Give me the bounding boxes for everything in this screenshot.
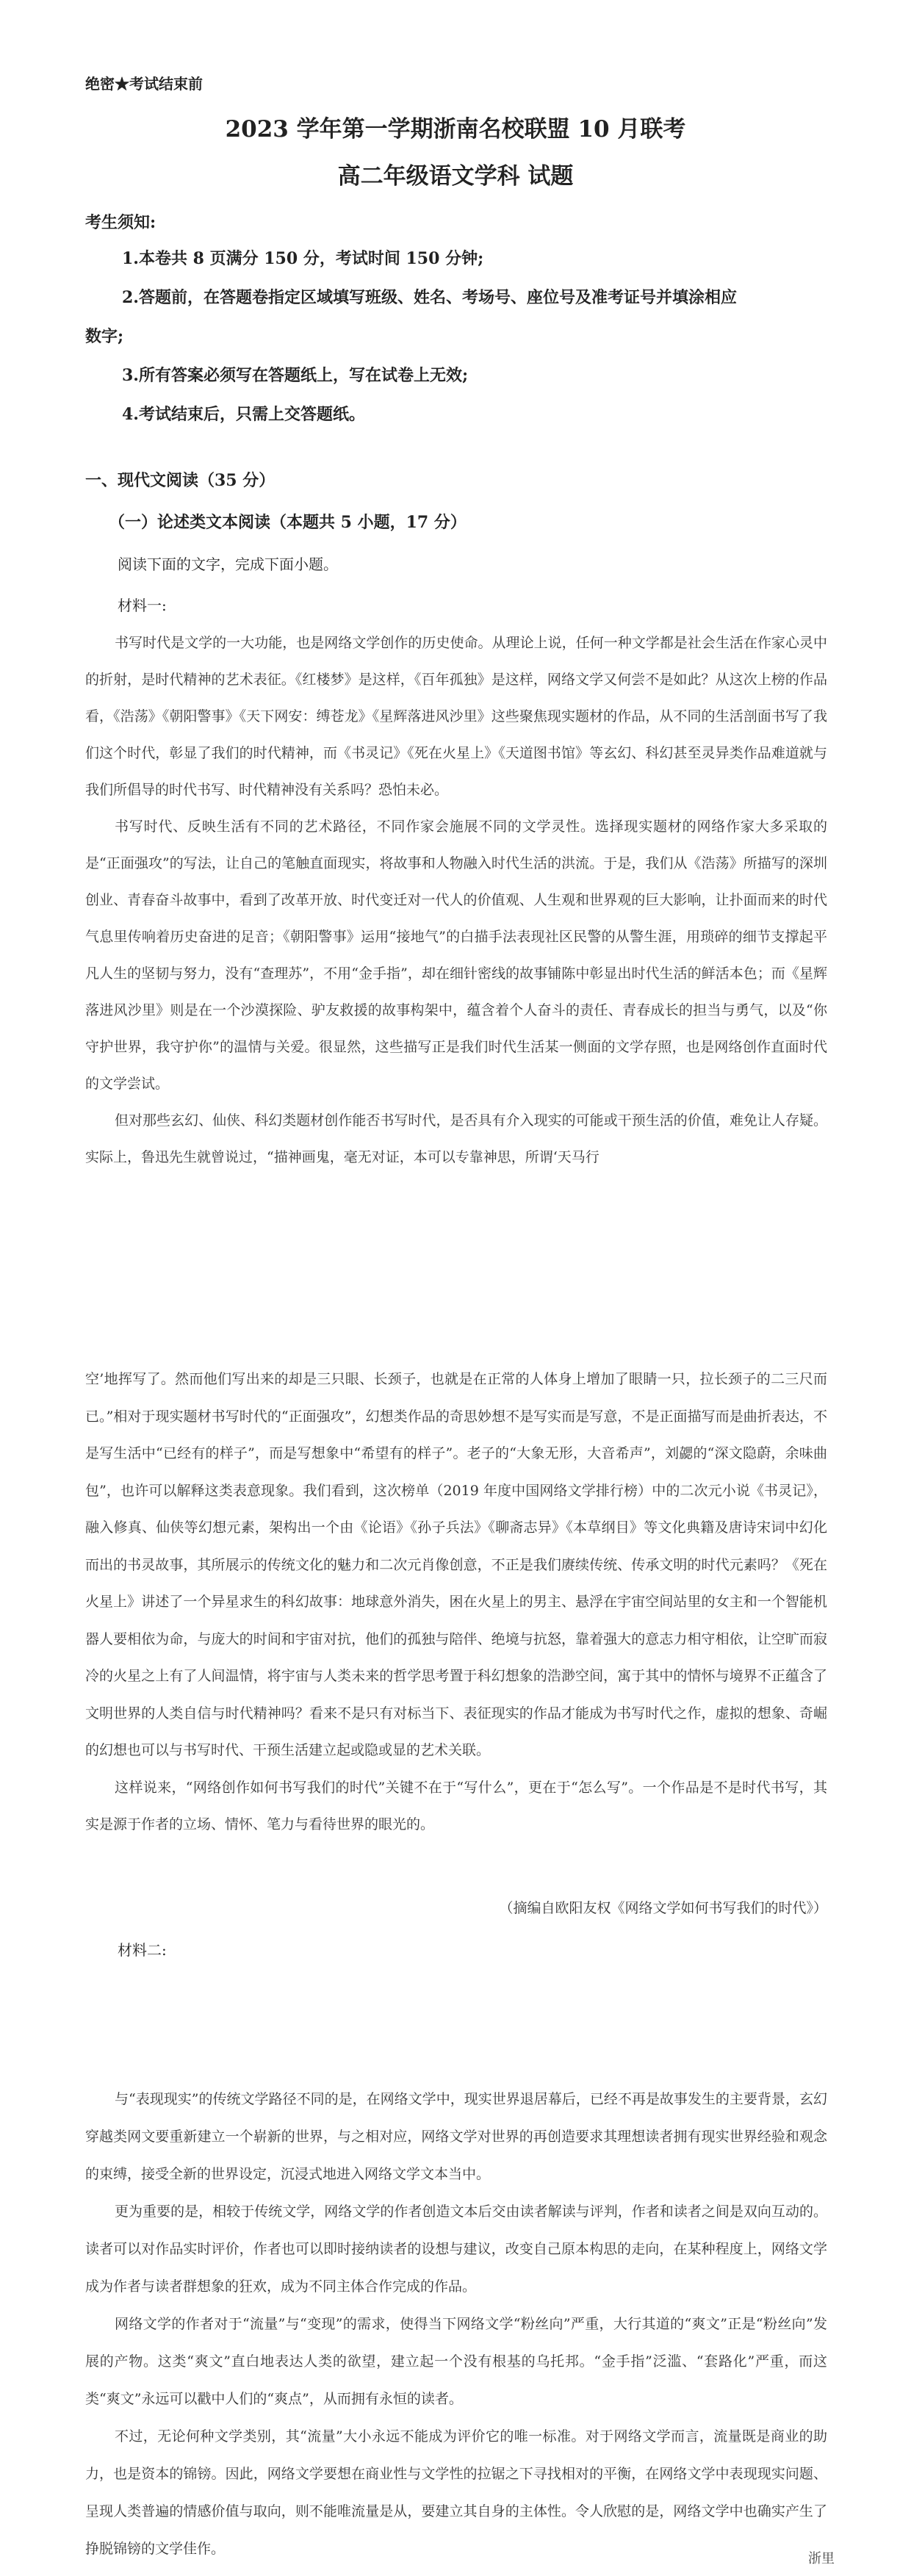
notice-item-4: 4.考试结束后，只需上交答题纸。: [122, 405, 365, 424]
paragraph: 这样说来，“网络创作如何书写我们的时代”关键不在于“写什么”，更在于“怎么写”。一个作品是不是时代书写，其实是源于作者的立场、情怀、笔力与看待世界的眼光的。: [85, 1779, 827, 1832]
paragraph: 更为重要的是，相较于传统文学，网络文学的作者创造文本后交由读者解读与评判，作者和读者之间是双向互动的。读者可以对作品实时评价，作者也可以即时接纳读者的设想与建议，改变自己原本构思的走向，在某种程度上，网络文学成为作者与读者群想象的狂欢，成为不同主体合作完成的作品。: [85, 2203, 827, 2295]
paragraph: 不过，无论何种文学类别，其“流量”大小永远不能成为评价它的唯一标准。对于网络文学而言，流量既是商业的助力，也是资本的锦镑。因此，网络文学要想在商业性与文学性的拉锯之下寻找相对的平衡，在网络文学中表现现实问题、呈现人类普遍的情感价值与取向，则不能唯流量是从，要建立其自身的主体性。令人欣慰的是，网络文学中也确实产生了挣脱锦镑的文学佳作。: [85, 2428, 827, 2557]
notice-item-1: 1.本卷共 8 页满分 150 分，考试时间 150 分钟;: [122, 249, 484, 268]
notice-title: 考生须知:: [85, 213, 156, 232]
source-citation: （摘编自欧阳友权《网络文学如何书写我们的时代》）: [499, 1900, 827, 1916]
paragraph: 与“表现现实”的传统文学路径不同的是，在网络文学中，现实世界退居幕后，已经不再是故事发生的主要背景，玄幻穿越类网文要重新建立一个崭新的世界，与之相对应，网络文学对世界的再创造要求其理想读者拥有现实世界经验和观念的束缚，接受全新的世界设定，沉浸式地进入网络文学文本当中。: [85, 2091, 827, 2182]
footer-label: 浙里: [808, 2551, 835, 2566]
notice-item-2: 2.答题前，在答题卷指定区域填写班级、姓名、考场号、座位号及准考证号并填涂相应: [122, 288, 737, 307]
confidential-mark: 绝密★考试结束前: [85, 75, 203, 93]
section-heading: 一、现代文阅读（35 分）: [85, 471, 276, 490]
paragraph: 网络文学的作者对于“流量”与“变现”的需求，使得当下网络文学“粉丝向”严重，大行其道的“爽文”正是“粉丝向”发展的产物。这类“爽文”直白地表达人类的欲望，建立起一个没有根基的乌托邦。“金手指”泛滥、“套路化”严重，而这类“爽文”永远可以戳中人们的“爽点”，从而拥有永恒的读者。: [85, 2316, 827, 2407]
reading-instruction: 阅读下面的文字，完成下面小题。: [118, 555, 338, 573]
material-2-label: 材料二:: [118, 1941, 167, 1959]
paragraph: 空’地挥写了。然而他们写出来的却是三只眼、长颈子，也就是在正常的人体身上增加了眼睛一只，拉长颈子的二三尺而已。”相对于现实题材书写时代的“正面强攻”，幻想类作品的奇思妙想不是写实而是写意，不是正面描写而是曲折表达，不是写生活中“已经有的样子”，而是写想象中“希望有的样子”。老子的“大象无形，大音希声”，刘勰的“深文隐蔚，余味曲包”，也许可以解释这类表意现象。我们看到，这次榜单（2019 年度中国网络文学排行榜）中的二次元小说《书灵记》，融入修真、仙侠等幻想元素，架构出一个由《论语》《孙子兵法》《聊斋志异》《本草纲目》等文化典籍及唐诗宋词中幻化而出的书灵故事，其所展示的传统文化的魅力和二次元肖像创意，不正是我们赓续传统、传承文明的时代元素吗？《死在火星上》讲述了一个异星求生的科幻故事：地球意外消失，困在火星上的男主、悬浮在宇宙空间站里的女主和一个智能机器人要相依为命，与庞大的时间和宇宙对抗，他们的孤独与陪伴、绝境与抗怒，靠着强大的意志力相守相依，让空旷而寂冷的火星之上有了人间温情，将宇宙与人类未来的哲学思考置于科幻想象的浩渺空间，寓于其中的情怀与境界不正蕴含了文明世界的人类自信与时代精神吗？看来不是只有对标当下、表征现实的作品才能成为书写时代之作，虚拟的想象、奇崛的幻想也可以与书写时代、干预生活建立起或隐或显的艺术关联。: [85, 1371, 827, 1758]
candidate-notice: [85, 206, 827, 434]
material-1-text-part2: [85, 1361, 827, 1843]
material-1-text-part1: [85, 625, 827, 1176]
paragraph: 书写时代是文学的一大功能，也是网络文学创作的历史使命。从理论上说，任何一种文学都是社会生活在作家心灵中的折射，是时代精神的艺术表征。《红楼梦》是这样，《百年孤独》是这样，网络文学又何尝不是如此？从这次上榜的作品看，《浩荡》《朝阳警事》《天下网安：缚苍龙》《星辉落进风沙里》这些聚焦现实题材的作品，从不同的生活剖面书写了我们这个时代，彰显了我们的时代精神，而《书灵记》《死在火星上》《天道图书馆》等玄幻、科幻甚至灵异类作品难道就与我们所倡导的时代书写、时代精神没有关系吗？恐怕未必。: [85, 635, 827, 798]
exam-title: 2023 学年第一学期浙南名校联盟 10 月联考: [225, 116, 686, 143]
paragraph: 书写时代、反映生活有不同的艺术路径，不同作家会施展不同的文学灵性。选择现实题材的网络作家大多采取的是“正面强攻”的写法，让自己的笔触直面现实，将故事和人物融入时代生活的洪流。于是，我们从《浩荡》所描写的深圳创业、青春奋斗故事中，看到了改革开放、时代变迁对一代人的价值观、人生观和世界观的巨大影响，让扑面而来的时代气息里传响着历史奋进的足音；《朝阳警事》运用“接地气”的白描手法表现社区民警的从警生涯，用琐碎的细节支撑起平凡人生的坚韧与努力，没有“查理苏”，不用“金手指”，却在细针密线的故事铺陈中彰显出时代生活的鲜活本色；而《星辉落进风沙里》则是在一个沙漠探险、驴友救援的故事构架中，蕴含着个人奋斗的责任、青春成长的担当与勇气，以及“你守护世界，我守护你”的温情与关爱。很显然，这些描写正是我们时代生活某一侧面的文学存照，也是网络创作直面时代的文学尝试。: [85, 819, 827, 1092]
notice-item-2-continued: 数字;: [85, 327, 124, 346]
subsection-heading: （一）论述类文本阅读（本题共 5 小题，17 分）: [109, 513, 467, 532]
paragraph: 但对那些玄幻、仙侠、科幻类题材创作能否书写时代，是否具有介入现实的可能或干预生活的价值，难免让人存疑。实际上，鲁迅先生就曾说过，“描神画鬼，毫无对证，本可以专靠神思，所谓‘天马行: [85, 1112, 827, 1165]
notice-item-3: 3.所有答案必须写在答题纸上，写在试卷上无效;: [122, 366, 469, 385]
exam-subtitle: 高二年级语文学科 试题: [337, 163, 574, 190]
material-1-label: 材料一:: [118, 597, 167, 614]
material-2-text: [85, 2081, 827, 2568]
